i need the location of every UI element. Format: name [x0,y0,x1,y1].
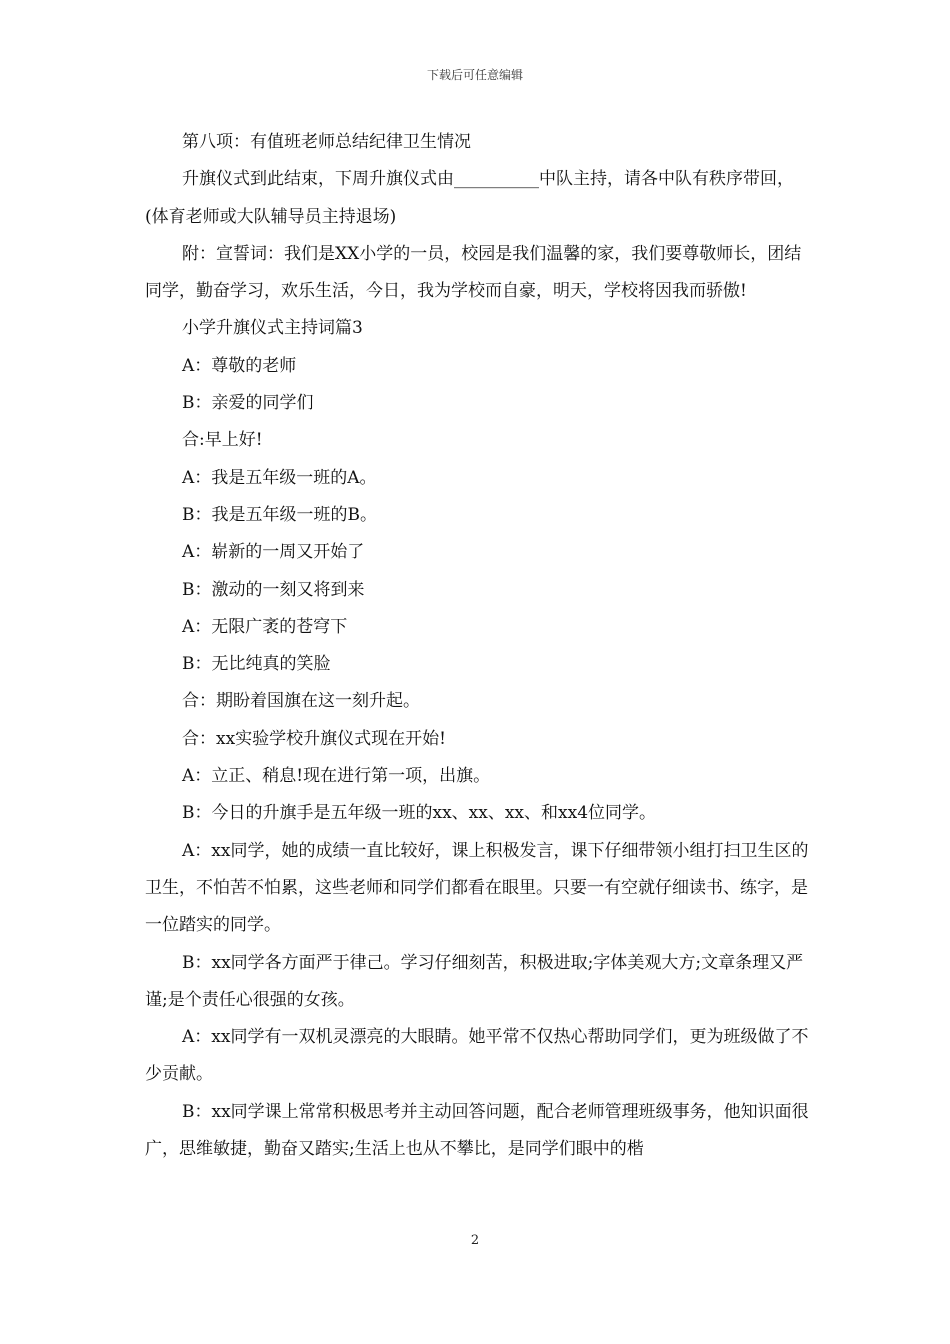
dialogue-line: B：无比纯真的笑脸 [182,654,331,675]
document-body [145,124,810,1168]
dialogue-line: B：xx同学各方面严于律己。学习仔细刻苦，积极进取;字体美观大方;文章条理又严谨;是个责任心很强的女孩。 [145,952,804,1010]
dialogue-line: B：xx同学课上常常积极思考并主动回答问题，配合老师管理班级事务，他知识面很广，思维敏捷，勤奋又踏实;生活上也从不攀比，是同学们眼中的楷 [145,1101,809,1160]
paragraph: 升旗仪式到此结束，下周升旗仪式由__________中队主持，请各中队有秩序带回，(体育老师或大队辅导员主持退场) [145,169,794,227]
dialogue-line: A：无限广袤的苍穹下 [182,616,348,637]
paragraph: 第八项：有值班老师总结纪律卫生情况 [182,132,471,152]
dialogue-line: A：xx同学，她的成绩一直比较好，课上积极发言，课下仔细带领小组打扫卫生区的卫生，不怕苦不怕累，这些老师和同学们都看在眼里。只要一有空就仔细读书、练字，是一位踏实的同学。 [145,840,809,936]
page-header: 下载后可任意编辑 [426,68,523,82]
dialogue-line: A：我是五年级一班的A。 [182,467,377,488]
dialogue-line: A：立正、稍息!现在进行第一项，出旗。 [182,766,491,787]
dialogue-line: B：亲爱的同学们 [182,393,314,414]
dialogue-line: B：我是五年级一班的B。 [182,504,377,525]
page-number: 2 [470,1233,480,1248]
dialogue-line: 合：xx实验学校升旗仪式现在开始! [182,728,447,749]
dialogue-line: A：xx同学有一双机灵漂亮的大眼睛。她平常不仅热心帮助同学们，更为班级做了不少贡献。 [145,1027,809,1085]
dialogue-line: B：今日的升旗手是五年级一班的xx、xx、xx、和xx4位同学。 [182,803,657,824]
dialogue-line: A：崭新的一周又开始了 [182,542,365,563]
dialogue-line: A：尊敬的老师 [182,355,297,376]
dialogue-line: B：激动的一刻又将到来 [182,579,365,600]
section-title: 小学升旗仪式主持词篇3 [182,318,363,339]
dialogue-line: 合:早上好! [182,430,263,451]
dialogue-line: 合：期盼着国旗在这一刻升起。 [182,691,420,712]
paragraph: 附：宣誓词：我们是XX小学的一员，校园是我们温馨的家，我们要尊敬师长，团结同学，勤奋学习，欢乐生活，今日，我为学校而自豪，明天，学校将因我而骄傲! [145,243,802,302]
